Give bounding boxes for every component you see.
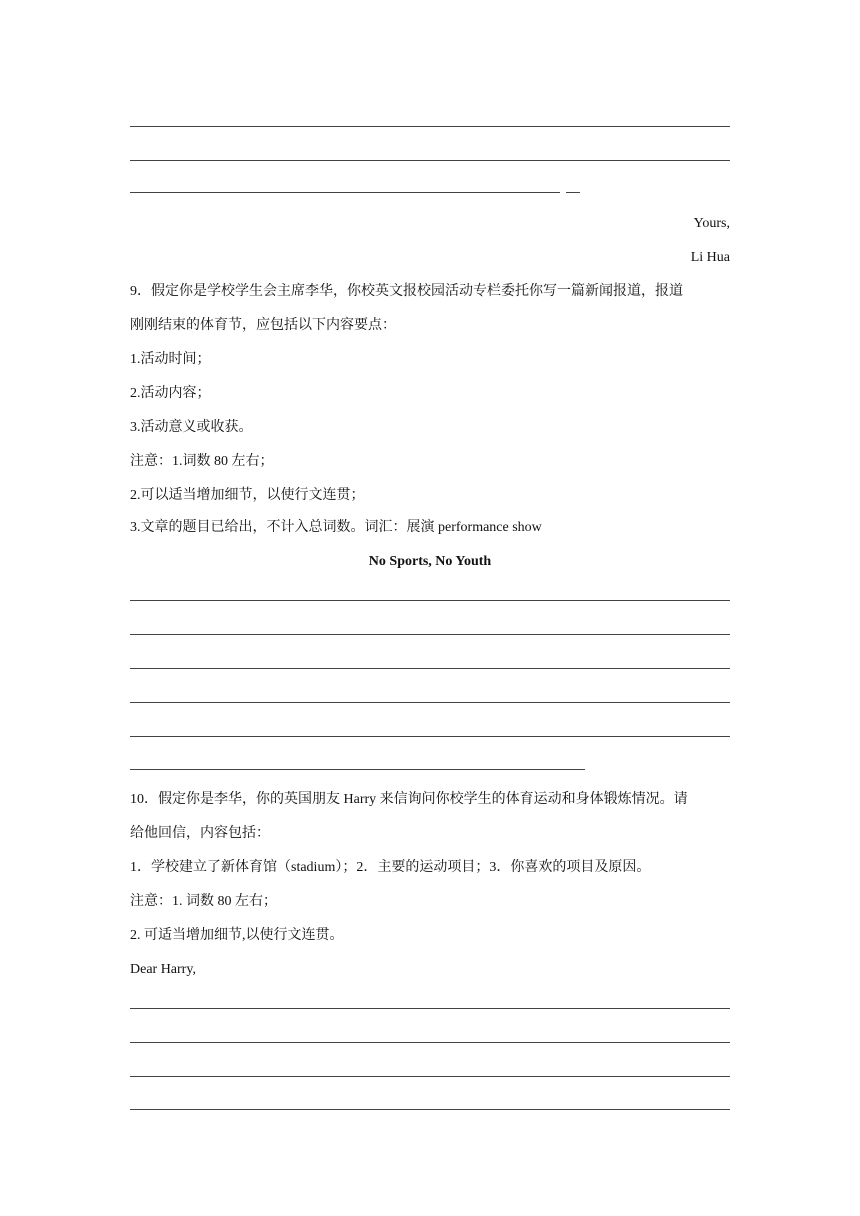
answer-line[interactable] [130, 769, 585, 770]
q10-greeting: Dear Harry, [130, 962, 196, 977]
answer-line[interactable] [130, 192, 560, 193]
q9-prompt-line1: 9．假定你是学校学生会主席李华，你校英文报校园活动专栏委托你写一篇新闻报道，报道 [130, 284, 683, 299]
answer-line[interactable] [130, 1109, 730, 1110]
answer-line[interactable] [130, 668, 730, 669]
answer-line[interactable] [130, 1008, 730, 1009]
q9-note-3: 3.文章的题目已给出，不计入总词数。词汇：展演 performance show [130, 520, 542, 535]
answer-line[interactable] [130, 702, 730, 703]
q9-note-1: 注意：1.词数 80 左右； [130, 454, 274, 469]
letter-closing: Yours, [693, 216, 730, 231]
answer-line-dash [566, 192, 580, 193]
q10-note-2: 2. 可适当增加细节,以使行文连贯。 [130, 928, 344, 943]
q10-prompt-line1: 10．假定你是李华，你的英国朋友 Harry 来信询问你校学生的体育运动和身体锻炼情况。请 [130, 792, 688, 807]
answer-line[interactable] [130, 600, 730, 601]
answer-line[interactable] [130, 1042, 730, 1043]
q10-points: 1．学校建立了新体育馆（stadium）；2．主要的运动项目；3．你喜欢的项目及原因。 [130, 860, 651, 875]
q10-note-1: 注意：1. 词数 80 左右； [130, 894, 277, 909]
q9-point-1: 1.活动时间； [130, 352, 211, 367]
q9-note-2: 2.可以适当增加细节，以使行文连贯； [130, 488, 365, 503]
answer-line[interactable] [130, 1076, 730, 1077]
q9-prompt-line2: 刚刚结束的体育节，应包括以下内容要点： [130, 318, 396, 333]
q10-prompt-line2: 给他回信，内容包括： [130, 826, 270, 841]
q9-essay-title: No Sports, No Youth [368, 554, 492, 569]
letter-signature: Li Hua [690, 250, 730, 265]
answer-line[interactable] [130, 160, 730, 161]
answer-line[interactable] [130, 736, 730, 737]
q9-point-3: 3.活动意义或收获。 [130, 420, 253, 435]
answer-line[interactable] [130, 126, 730, 127]
answer-line[interactable] [130, 634, 730, 635]
q9-point-2: 2.活动内容； [130, 386, 211, 401]
